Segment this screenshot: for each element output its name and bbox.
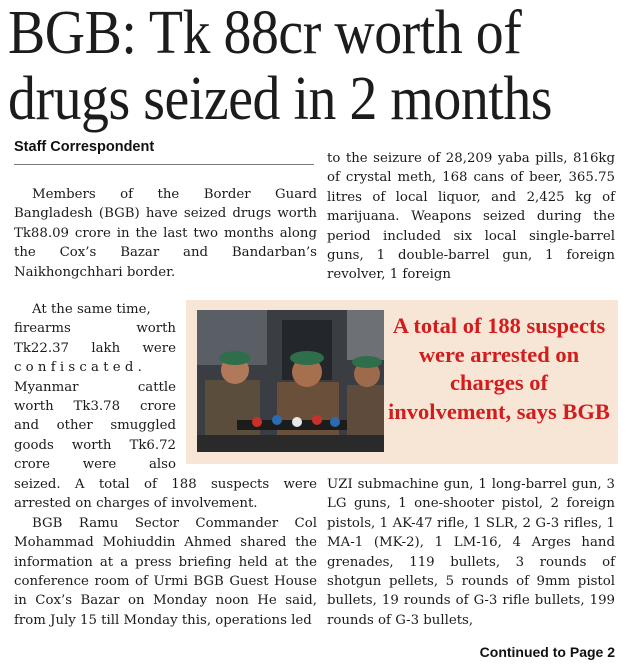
press-briefing-illustration	[197, 310, 384, 452]
byline-divider	[14, 164, 314, 165]
pull-quote: A total of 188 suspects were arrested on charges of involvement, says BGB	[388, 313, 610, 424]
paragraph-2-line-9: crore were also	[14, 457, 176, 473]
paragraph-2-end: seized. A total of 188 suspects were arrested on charges of involvement.	[14, 477, 317, 512]
paragraph-2-line-6: worth Tk3.78 crore	[14, 399, 176, 415]
headline	[8, 0, 562, 132]
paragraph-2-line-1: At the same time,	[32, 302, 151, 317]
right-column-bottom	[327, 475, 615, 630]
paragraph-2-line-4: c o n f i s c a t e d .	[14, 360, 142, 376]
paragraph-2-line-5: Myanmar cattle	[14, 379, 176, 395]
headline-line-1: BGB: Tk 88cr worth of	[8, 0, 522, 67]
paragraph-2-line-8: goods worth Tk6.72	[14, 437, 176, 453]
right-paragraph-bottom: UZI submachine gun, 1 long-barrel gun, 3 LG guns, 1 one-shooter pistol, 2 foreign pistols, 1 AK-47 rifle, 1 SLR, 2 G-3 rifles, 1 MA-1 (MK-2), 1 LM-16, 4 Arges hand grenades, 119 bullets, 3 rounds of shotgun pellets, 5 rounds of 9mm pistol bullets, 19 rounds of G-3 rifle bullets, 199 rounds of G-3 bullets,	[327, 477, 615, 628]
right-paragraph-top: to the seizure of 28,209 yaba pills, 816kg of crystal meth, 168 cans of beer, 365.75 litres of local liquor, and 2,425 kg of marijuana. Weapons seized during the period included six local single-barrel guns, 1 double-barrel gun, 1 foreign revolver, 1 foreign	[327, 151, 615, 283]
left-column-narrow	[14, 300, 176, 475]
left-column-top	[14, 185, 317, 282]
left-column-bottom	[14, 475, 317, 630]
continued-note: Continued to Page 2	[479, 644, 615, 660]
press-briefing-photo	[197, 310, 384, 452]
paragraph-2-line-7: and other smuggled	[14, 418, 176, 434]
paragraph-2-line-2: firearms worth	[14, 321, 176, 337]
headline-line-2: drugs seized in 2 months	[8, 65, 553, 133]
byline: Staff Correspondent	[14, 139, 155, 155]
paragraph-3: BGB Ramu Sector Commander Col Mohammad Mohiuddin Ahmed shared the information at a press briefing held at the conference room of Urmi BGB Guest House in Cox’s Bazar on Monday noon He said, from July 15 till Monday this, operations led	[14, 515, 317, 628]
paragraph-2-line-3: Tk22.37 lakh were	[14, 340, 176, 356]
right-column-top	[327, 149, 615, 285]
paragraph-1: Members of the Border Guard Bangladesh (BGB) have seized drugs worth Tk88.09 crore in the last two months along the Cox’s Bazar and Bandarban’s Naikhongchhari border.	[14, 187, 317, 280]
